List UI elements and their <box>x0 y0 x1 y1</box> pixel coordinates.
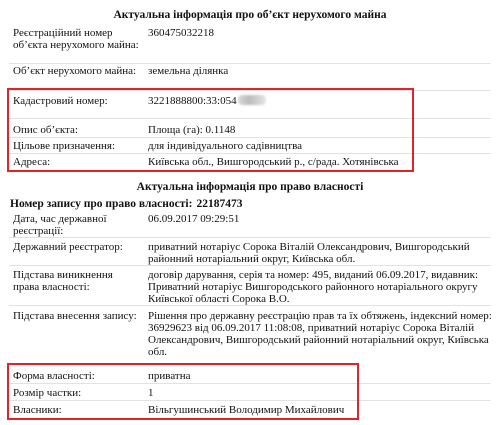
highlight-box-property <box>7 88 414 172</box>
field-label: Опис об’єкта: <box>13 124 78 136</box>
property-heading: Актуальна інформація про об’єкт нерухомого майна <box>113 9 387 21</box>
record-number-value: 22187473 <box>196 198 243 210</box>
field-value: Київська обл., Вишгородський р., с/рада. Хотянівська <box>148 156 399 168</box>
field-value: 06.09.2017 09:29:51 <box>148 213 240 225</box>
field-value: 360475032218 <box>148 27 214 39</box>
field-label: Розмір частки: <box>13 387 82 399</box>
field-label: Адреса: <box>13 156 51 168</box>
field-value: приватний нотаріус Сорока Віталій Олександрович, Вишгородський районний нотаріальний округ, Київська обл. <box>148 241 470 265</box>
cadastral-number-text: 3221888800:33:054 <box>148 95 237 107</box>
field-label: Реєстраційний номер об’єкта нерухомого майна: <box>13 27 139 51</box>
field-label: Кадастровий номер: <box>13 95 108 107</box>
divider <box>9 63 491 64</box>
record-number-label: Номер запису про право власності: <box>10 198 193 210</box>
field-label: Цільове призначення: <box>13 140 116 152</box>
field-label: Власники: <box>13 404 62 416</box>
field-label: Державний реєстратор: <box>13 241 123 253</box>
field-label: Дата, час державної реєстрації: <box>13 213 107 237</box>
divider <box>9 305 491 306</box>
field-value: Рішення про державну реєстрацію прав та їх обтяжень, індексний номер: 36929623 від 06.09.2017 11:08:08, приватний нотаріус Сорока Віталій Олександрович, Вишгородський районний нотаріальний округ, Київська обл. <box>148 310 492 358</box>
field-label: Форма власності: <box>13 370 95 382</box>
rights-heading: Актуальна інформація про право власності <box>136 181 364 193</box>
field-label: Об’єкт нерухомого майна: <box>13 65 137 77</box>
field-label: Підстава внесення запису: <box>13 310 137 322</box>
field-value: договір дарування, серія та номер: 495, виданий 06.09.2017, видавник: Приватний нотаріус Вишгородського районного нотаріального округу Київської області Сорока В.О. <box>148 269 478 305</box>
divider <box>9 265 491 266</box>
field-value: земельна ділянка <box>148 65 229 77</box>
highlight-box-ownership <box>7 363 359 420</box>
record-number <box>10 198 242 211</box>
field-value: приватна <box>148 370 191 382</box>
field-value: Вільгушинський Володимир Михайлович <box>148 404 345 416</box>
field-value: для індивідуального садівництва <box>148 140 303 152</box>
divider <box>9 237 491 238</box>
field-label: Підстава виникнення права власності: <box>13 269 113 293</box>
field-value: 1 <box>148 387 154 399</box>
field-value: Площа (га): 0.1148 <box>148 124 236 136</box>
